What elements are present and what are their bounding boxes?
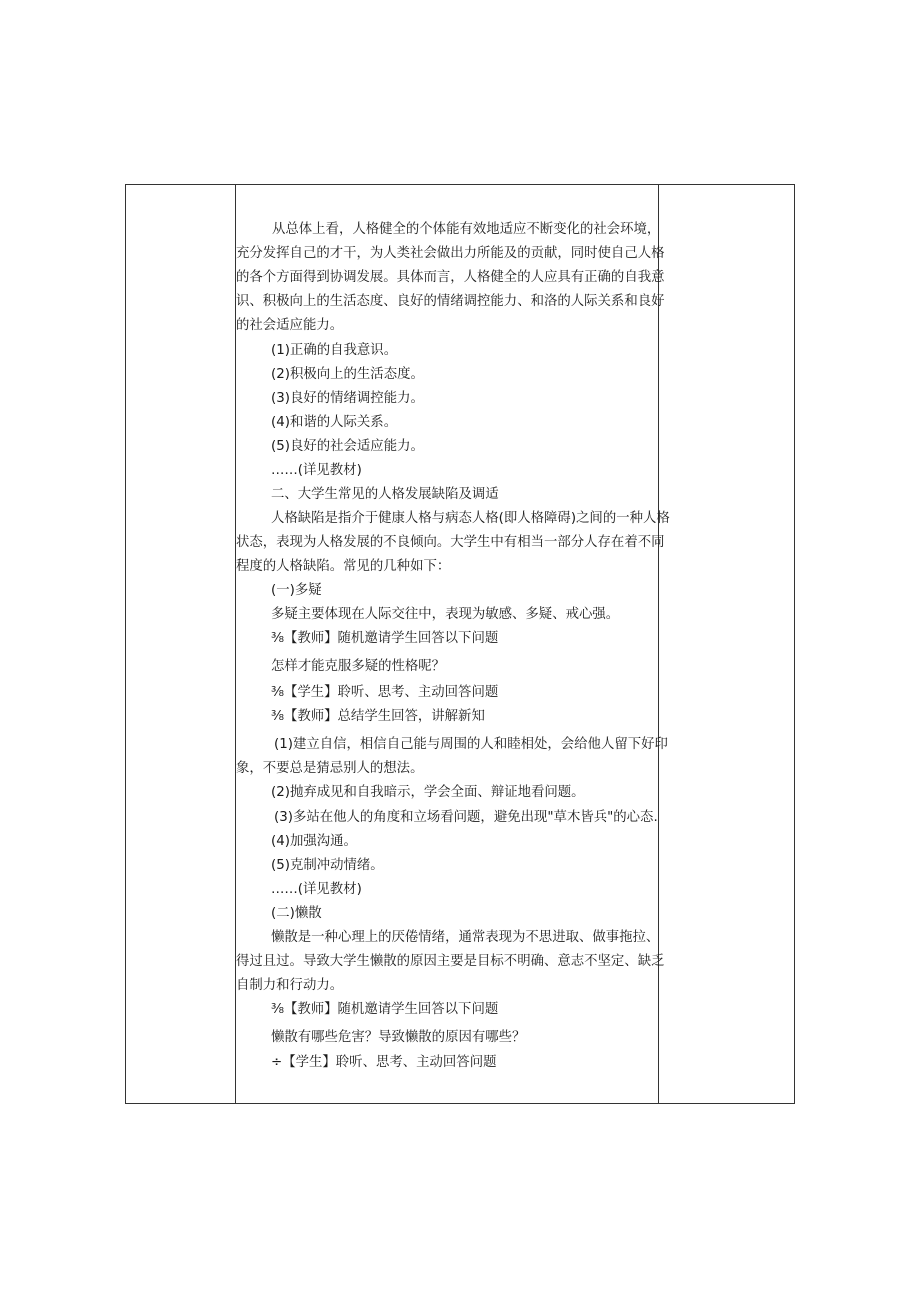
paragraph-line: 的社会适应能力。 (236, 318, 344, 333)
list-item: (5)克制冲动情绪。 (271, 858, 384, 873)
lesson-table (125, 184, 795, 1104)
list-item: (2)积极向上的生活态度。 (271, 367, 424, 382)
subsection-heading: (二)懒散 (271, 906, 322, 921)
paragraph-line: 懒散是一种心理上的厌倦情绪，通常表现为不思进取、做事拖拉、 (271, 930, 660, 945)
list-item: (3)多站在他人的角度和立场看问题，避免出现"草木皆兵"的心态. (274, 810, 658, 825)
list-item: (1)建立自信，相信自己能与周围的人和睦相处，会给他人留下好印 (274, 737, 668, 752)
see-textbook-note: ……(详见教材) (271, 463, 362, 478)
paragraph-line: 多疑主要体现在人际交往中，表现为敏感、多疑、戒心强。 (271, 607, 620, 622)
list-item: (4)和谐的人际关系。 (271, 415, 398, 430)
discussion-question: 懒散有哪些危害？导致懒散的原因有哪些？ (271, 1030, 526, 1045)
subsection-heading: (一)多疑 (271, 583, 322, 598)
paragraph-line: 识、积极向上的生活态度、良好的情绪调控能力、和洛的人际关系和良好 (236, 294, 665, 309)
discussion-question: 怎样才能克服多疑的性格呢？ (271, 659, 446, 674)
paragraph-line: 的各个方面得到协调发展。具体而言，人格健全的人应具有正确的自我意 (236, 270, 665, 285)
list-item: (4)加强沟通。 (271, 834, 357, 849)
list-item: (5)良好的社会适应能力。 (271, 439, 424, 454)
teacher-activity: ⅜【教师】随机邀请学生回答以下问题 (271, 631, 499, 646)
list-item: (3)良好的情绪调控能力。 (271, 391, 424, 406)
paragraph-line: 程度的人格缺陷。常见的几种如下： (236, 559, 451, 574)
list-item: (1)正确的自我意识。 (271, 343, 398, 358)
teacher-activity: ⅜【教师】总结学生回答，讲解新知 (271, 709, 485, 724)
see-textbook-note: ……(详见教材) (271, 882, 362, 897)
paragraph-line: 人格缺陷是指介于健康人格与病态人格(即人格障碍)之间的一种人格 (271, 511, 670, 526)
list-item: (2)抛弃成见和自我暗示，学会全面、辩证地看问题。 (271, 785, 585, 800)
teacher-activity: ⅜【教师】随机邀请学生回答以下问题 (271, 1002, 499, 1017)
paragraph-line: 得过且过。导致大学生懒散的原因主要是目标不明确、意志不坚定、缺乏 (236, 954, 665, 969)
paragraph-line: 从总体上看，人格健全的个体能有效地适应不断变化的社会环境， (272, 222, 661, 237)
list-item-continuation: 象，不要总是猜忌别人的想法。 (236, 761, 424, 776)
paragraph-line: 状态，表现为人格发展的不良倾向。大学生中有相当一部分人存在着不同 (236, 535, 665, 550)
student-activity: ⅜【学生】聆听、思考、主动回答问题 (271, 685, 499, 700)
section-heading: 二、大学生常见的人格发展缺陷及调适 (271, 487, 499, 502)
student-activity: ÷【学生】聆听、思考、主动回答问题 (271, 1055, 497, 1070)
paragraph-line: 自制力和行动力。 (236, 978, 344, 993)
paragraph-line: 充分发挥自己的才干，为人类社会做出力所能及的贡献，同时使自己人格 (236, 246, 665, 261)
